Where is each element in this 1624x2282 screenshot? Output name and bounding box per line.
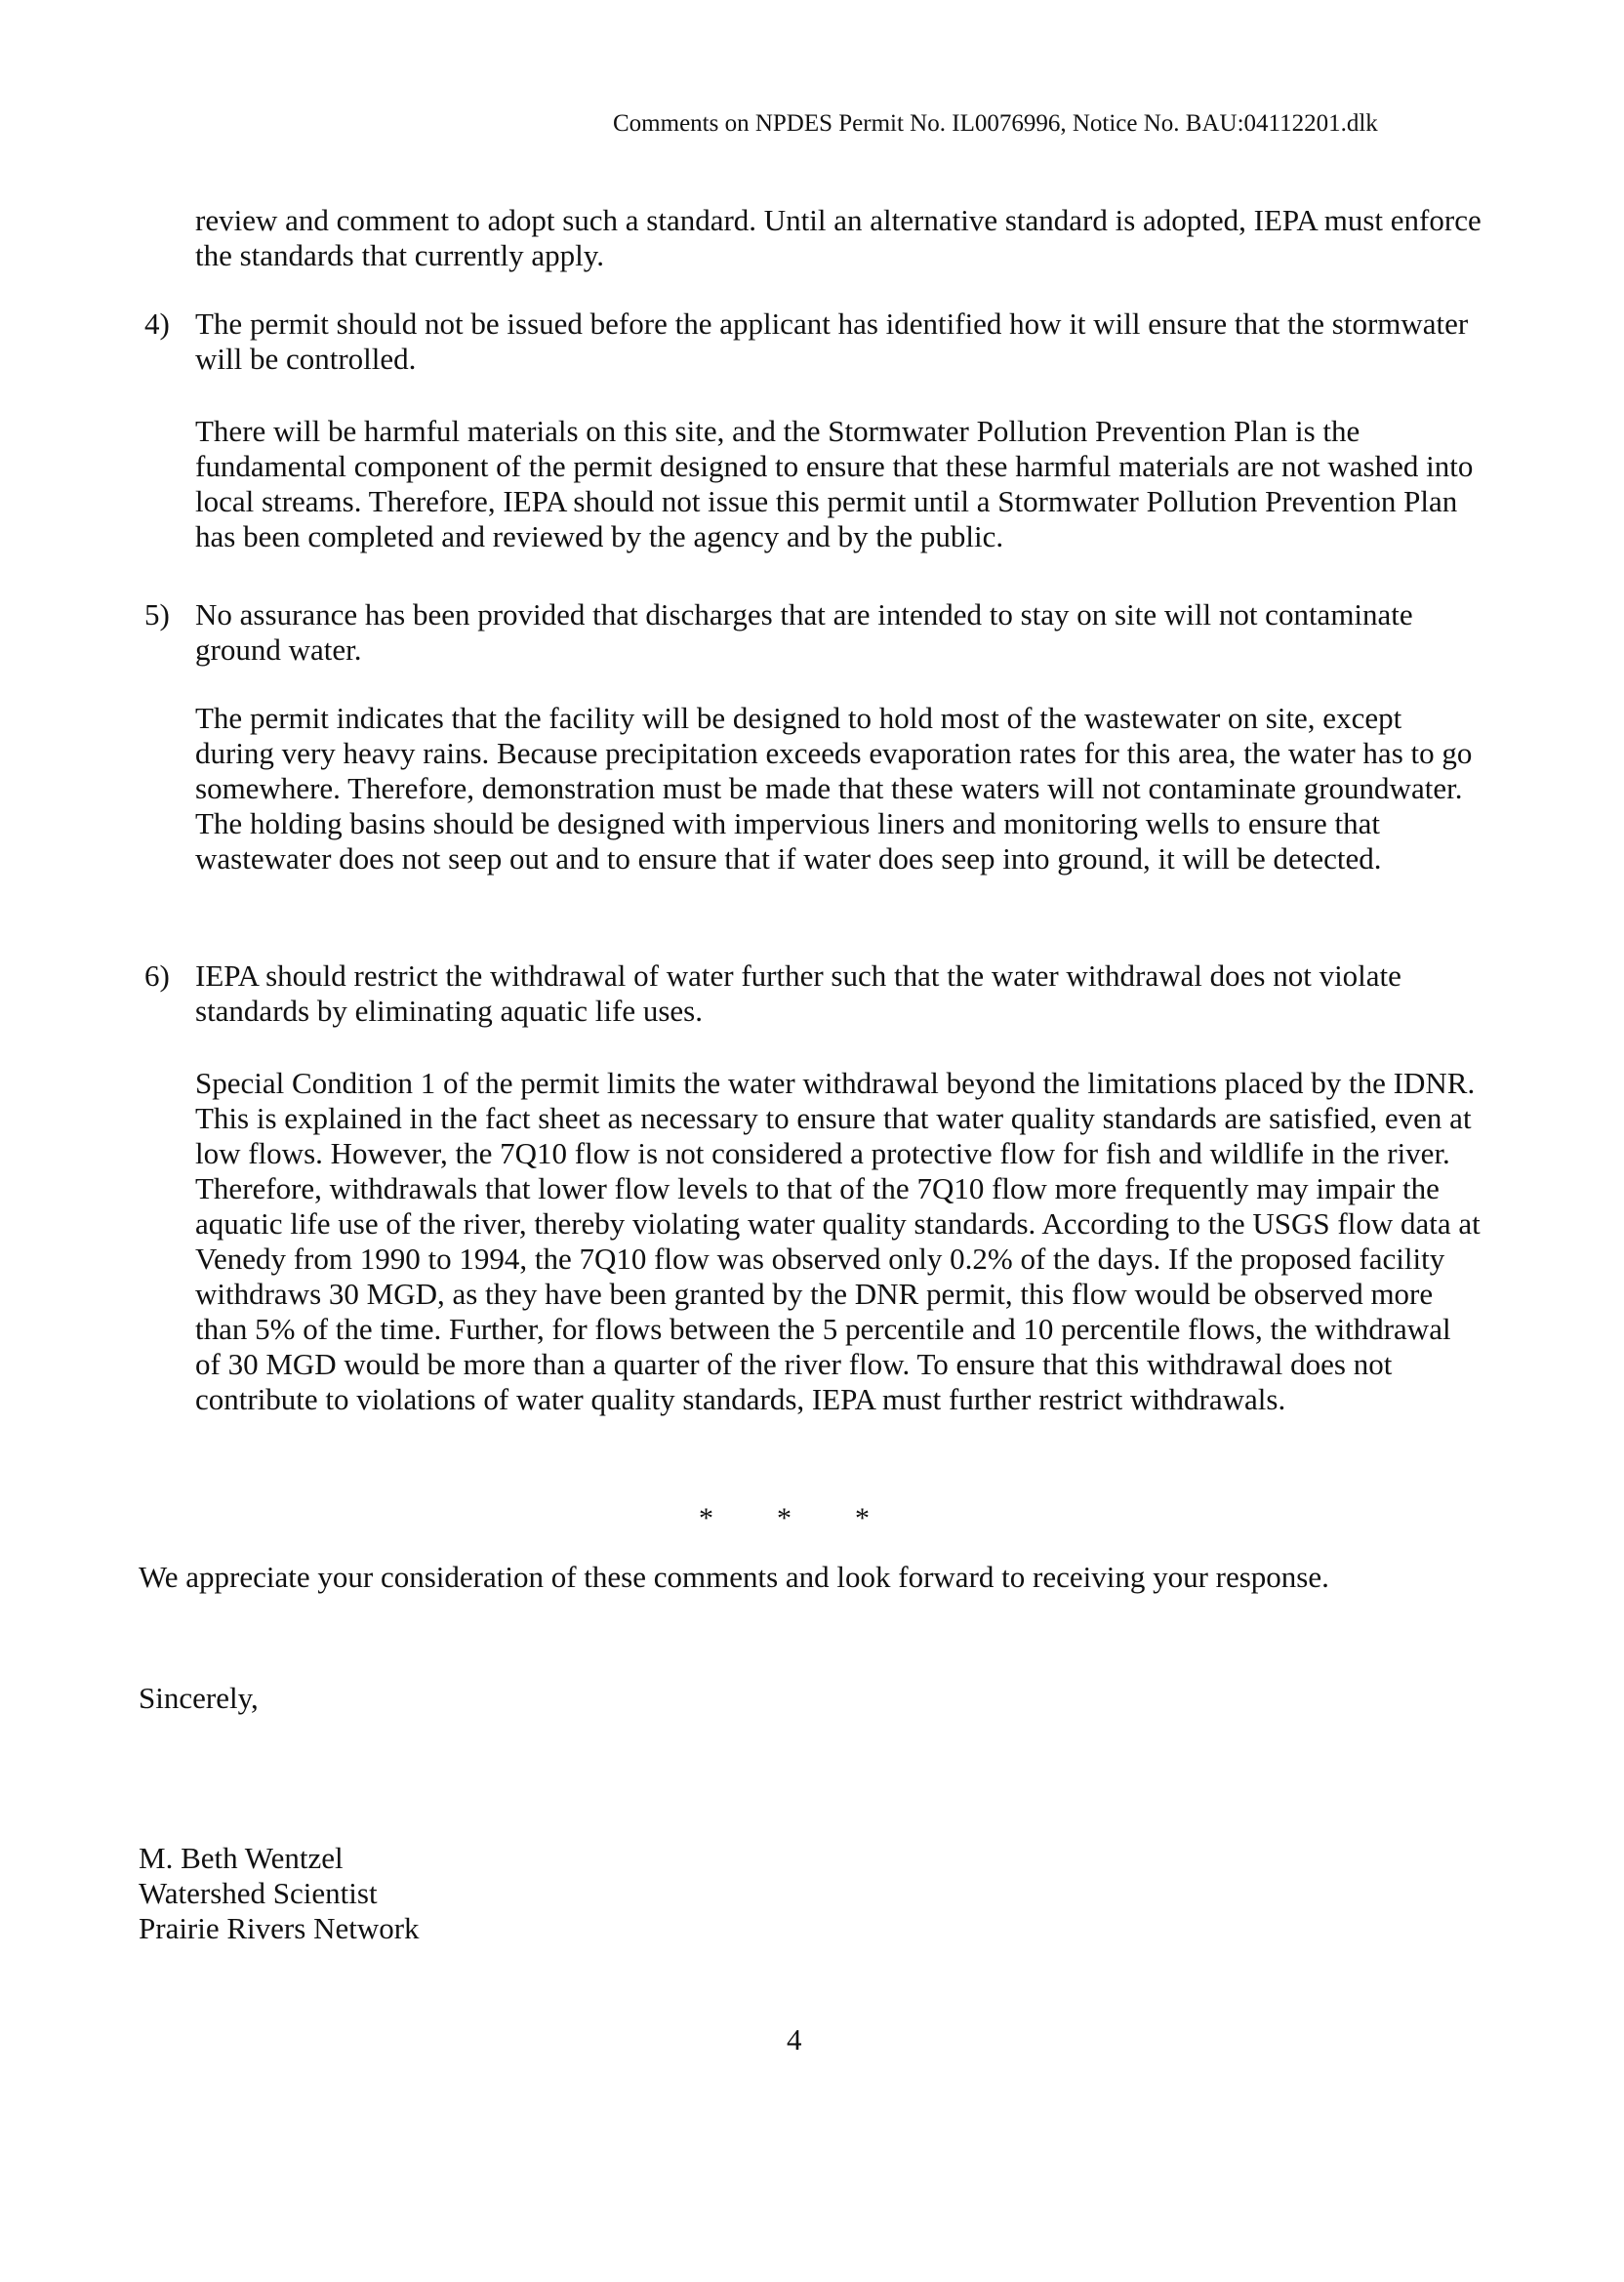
signer-name: M. Beth Wentzel xyxy=(139,1841,344,1875)
page-number: 4 xyxy=(787,2022,802,2057)
item-heading: The permit should not be issued before the applicant has identified how it will ensure that the stormwater will be controlled. xyxy=(195,306,1469,376)
closing-paragraph: We appreciate your consideration of these comments and look forward to receiving your response. xyxy=(139,1560,1329,1594)
separator-star: * xyxy=(855,1502,870,1534)
signer-organization: Prairie Rivers Network xyxy=(139,1911,420,1945)
salutation: Sincerely, xyxy=(139,1681,259,1715)
item-body: Special Condition 1 of the permit limits the water withdrawal beyond the limitations placed by the IDNR. This is explained in the fact sheet as necessary to ensure that water quality standards are satisfied, even at low flows. However, the 7Q10 flow is not considered a protective flow for fish and wildlife in the river. Therefore, withdrawals that lower flow levels to that of the 7Q10 flow more frequently may impair the aquatic life use of the river, thereby violating water quality standards. According to the USGS flow data at Venedy from 1990 to 1994, the 7Q10 flow was observed only 0.2% of the days. If the proposed facility withdraws 30 MGD, as they have been granted by the DNR permit, this flow would be observed more than 5% of the time. Further, for flows between the 5 percentile and 10 percentile flows, the withdrawal of 30 MGD would be more than a quarter of the river flow. To ensure that this withdrawal does not contribute to violations of water quality standards, IEPA must further restrict withdrawals. xyxy=(195,1066,1481,1416)
running-header: Comments on NPDES Permit No. IL0076996, Notice No. BAU:04112201.dlk xyxy=(613,110,1378,137)
item-number: 5) xyxy=(144,597,170,632)
item-heading: No assurance has been provided that discharges that are intended to stay on site will not contaminate ground water. xyxy=(195,597,1413,667)
item-body: There will be harmful materials on this site, and the Stormwater Pollution Prevention Plan is the fundamental component of the permit designed to ensure that these harmful materials are not washed into local streams. Therefore, IEPA should not issue this permit until a Stormwater Pollution Prevention Plan has been completed and reviewed by the agency and by the public. xyxy=(195,414,1474,553)
separator-star: * xyxy=(699,1502,713,1534)
item-number: 4) xyxy=(144,306,170,341)
signer-title: Watershed Scientist xyxy=(139,1876,378,1910)
separator-star: * xyxy=(777,1502,792,1534)
item-heading: IEPA should restrict the withdrawal of water further such that the water withdrawal does not violate standards by eliminating aquatic life uses. xyxy=(195,958,1401,1028)
intro-paragraph: review and comment to adopt such a standard. Until an alternative standard is adopted, IEPA must enforce the standards that currently apply. xyxy=(195,203,1482,272)
item-number: 6) xyxy=(144,958,170,993)
item-body: The permit indicates that the facility will be designed to hold most of the wastewater on site, except during very heavy rains. Because precipitation exceeds evaporation rates for this area, the water has to go somewhere. Therefore, demonstration must be made that these waters will not contaminate groundwater. The holding basins should be designed with impervious liners and monitoring wells to ensure that wastewater does not seep out and to ensure that if water does seep into ground, it will be detected. xyxy=(195,701,1473,876)
